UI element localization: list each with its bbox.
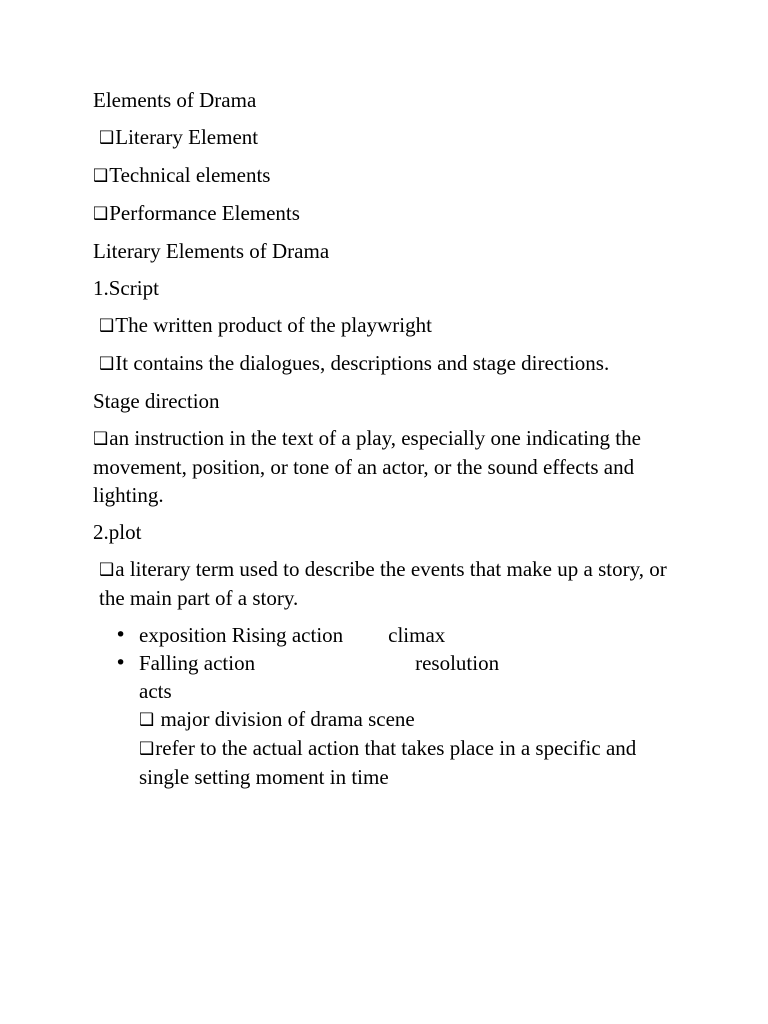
stage-direction-heading: Stage direction — [93, 389, 220, 413]
checkbox-icon: ❑ — [93, 204, 109, 224]
checkbox-icon: ❑ — [93, 166, 109, 186]
list-item: • Falling action resolution — [93, 649, 683, 677]
section-heading: Literary Elements of Drama — [93, 239, 330, 263]
top-item-technical: ❑Technical elements — [93, 161, 683, 190]
doc-title: Elements of Drama — [93, 88, 257, 112]
stage-direction-item: ❑an instruction in the text of a play, especially one indicating the movement, position, or tone of an actor, or the sound effects and lighting. — [93, 426, 641, 507]
plot-bullet-list — [93, 621, 683, 677]
script-item-1: ❑The written product of the playwright — [93, 311, 683, 340]
plot-heading: 2.plot — [93, 520, 142, 544]
document-page — [93, 86, 683, 791]
script-item-2: ❑It contains the dialogues, descriptions and stage directions. — [93, 349, 683, 378]
acts-item-2: ❑refer to the actual action that takes place in a specific and single setting moment in time — [139, 736, 637, 789]
top-item-literary: ❑Literary Element — [93, 123, 683, 152]
checkbox-icon: ❑ — [139, 739, 155, 759]
checkbox-icon: ❑ — [99, 560, 115, 580]
checkbox-icon: ❑ — [139, 710, 155, 730]
list-item: • exposition Rising action climax — [93, 621, 683, 649]
acts-heading: acts — [139, 679, 172, 703]
checkbox-icon: ❑ — [99, 354, 115, 374]
top-item-performance: ❑Performance Elements — [93, 199, 683, 228]
checkbox-icon: ❑ — [99, 316, 115, 336]
checkbox-icon: ❑ — [93, 429, 109, 449]
checkbox-icon: ❑ — [99, 128, 115, 148]
acts-item-1: ❑ major division of drama scene — [93, 705, 683, 734]
plot-item: ❑a literary term used to describe the events that make up a story, or the main part of a story. — [99, 557, 667, 610]
script-heading: 1.Script — [93, 276, 159, 300]
